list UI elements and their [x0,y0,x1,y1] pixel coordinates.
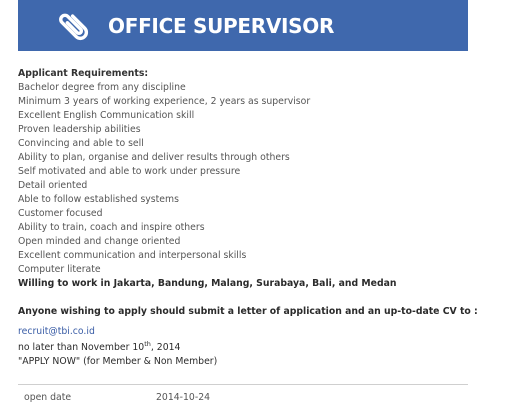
requirement-item: Customer focused [18,208,103,219]
paperclip-icon [48,0,100,51]
requirement-item: Ability to plan, organise and deliver results through others [18,152,290,163]
open-date-row [18,391,468,405]
requirements-list [18,81,478,291]
job-title: OFFICE SUPERVISOR [108,13,335,38]
application-instructions [18,305,498,369]
requirement-item: Able to follow established systems [18,194,179,205]
details-divider [18,384,468,385]
apply-now-note: "APPLY NOW" (for Member & Non Member) [18,356,218,367]
deadline-text: no later than November 10 [18,342,145,353]
requirement-item-locations: Willing to work in Jakarta, Bandung, Malang, Surabaya, Bali, and Medan [18,278,397,289]
requirement-item: Ability to train, coach and inspire others [18,222,205,233]
email-link[interactable]: recruit@tbi.co.id [18,326,95,337]
requirements-heading: Applicant Requirements: [18,68,149,79]
job-title-banner [18,0,468,51]
requirement-item: Open minded and change oriented [18,236,181,247]
requirement-item: Bachelor degree from any discipline [18,82,186,93]
requirement-item: Detail oriented [18,180,88,191]
deadline-ordinal: th [144,339,151,348]
requirement-item: Computer literate [18,264,101,275]
requirement-item: Convincing and able to sell [18,138,144,149]
apply-instruction: Anyone wishing to apply should submit a letter of application and an up-to-date CV to : [18,306,478,317]
application-deadline [18,341,498,355]
open-date-value: 2014-10-24 [156,392,211,403]
requirement-item: Excellent communication and interpersonal skills [18,250,247,261]
open-date-label: open date [24,392,72,403]
requirement-item: Minimum 3 years of working experience, 2 years as supervisor [18,96,311,107]
requirement-item: Self motivated and able to work under pressure [18,166,241,177]
requirement-item: Proven leadership abilities [18,124,141,135]
requirement-item: Excellent English Communication skill [18,110,195,121]
deadline-year: , 2014 [150,342,181,353]
requirements-section [18,67,478,291]
